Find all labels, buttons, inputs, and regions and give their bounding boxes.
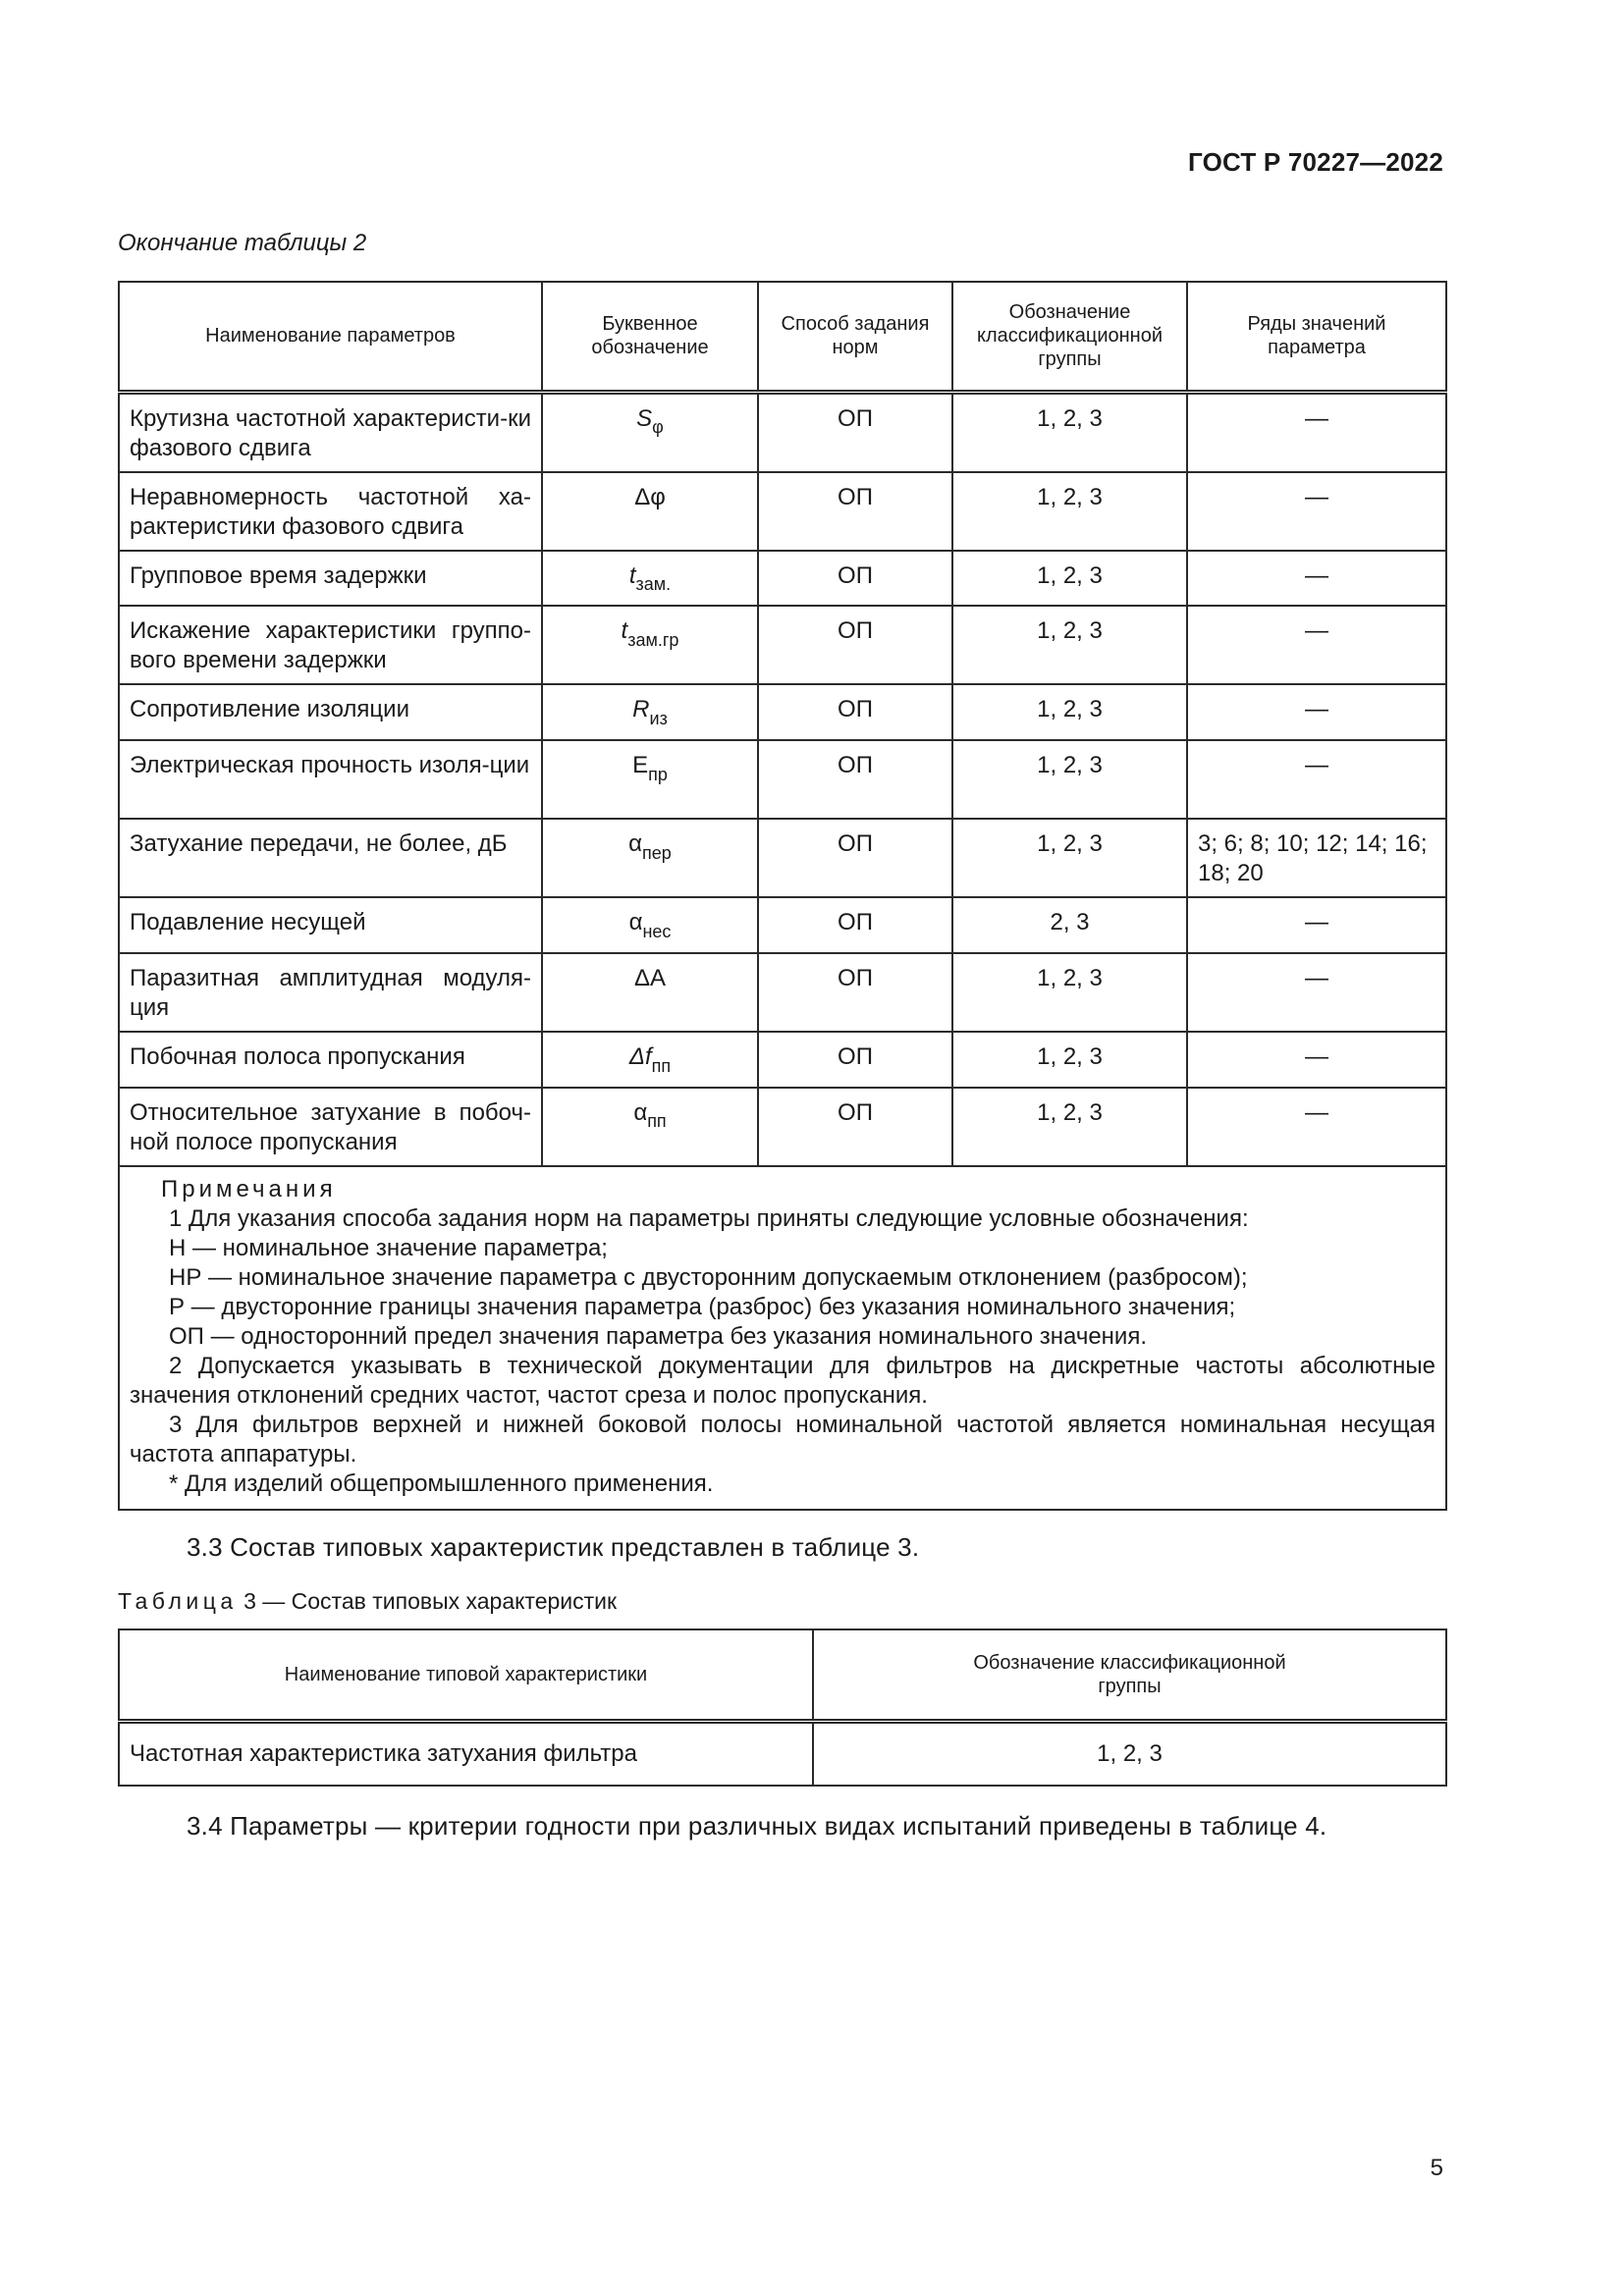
cell-parameter-name: Электрическая прочность изоля-ции	[119, 740, 542, 819]
cell-parameter-name: Сопротивление изоляции	[119, 684, 542, 740]
cell-method: ОП	[758, 472, 952, 551]
cell-parameter-name: Затухание передачи, не более, дБ	[119, 819, 542, 897]
cell-group: 1, 2, 3	[952, 1032, 1187, 1088]
cell-group: 1, 2, 3	[952, 953, 1187, 1032]
cell-group: 1, 2, 3	[952, 551, 1187, 607]
table-row	[119, 1088, 1446, 1166]
cell-series: —	[1187, 606, 1446, 684]
cell-series: —	[1187, 684, 1446, 740]
cell-parameter-name: Крутизна частотной характеристи-ки фазового сдвига	[119, 392, 542, 472]
cell-group: 1, 2, 3	[952, 684, 1187, 740]
cell-group: 1, 2, 3	[952, 472, 1187, 551]
table-row	[119, 684, 1446, 740]
cell-series: —	[1187, 472, 1446, 551]
symbol-subscript: φ	[652, 417, 664, 438]
symbol-main: t	[628, 561, 636, 589]
cell-parameter-name: Паразитная амплитудная модуля-ция	[119, 953, 542, 1032]
cell-parameter-name: Побочная полоса пропускания	[119, 1032, 542, 1088]
symbol-subscript: пп	[647, 1111, 667, 1132]
table-row	[119, 551, 1446, 607]
cell-symbol	[542, 953, 758, 1032]
symbol-main: ΔA	[633, 964, 667, 991]
cell-symbol	[542, 819, 758, 897]
cell-parameter-name: Подавление несущей	[119, 897, 542, 953]
cell-method: ОП	[758, 897, 952, 953]
t3-cell-name: Частотная характеристика затухания фильтра	[119, 1722, 813, 1787]
document-code: ГОСТ Р 70227—2022	[1188, 147, 1443, 177]
cell-parameter-name: Неравномерность частотной ха-рактеристики фазового сдвига	[119, 472, 542, 551]
cell-symbol	[542, 606, 758, 684]
table-row	[119, 606, 1446, 684]
symbol-main: α	[628, 909, 643, 936]
table3-header-row	[119, 1629, 1446, 1722]
table3-title-rest: 3 — Состав типовых характеристик	[237, 1588, 618, 1614]
cell-group: 2, 3	[952, 897, 1187, 953]
note-star: * Для изделий общепромышленного применения.	[169, 1469, 714, 1497]
table-row	[119, 953, 1446, 1032]
col-header-method: Способ задания норм	[758, 282, 952, 392]
cell-series: 3; 6; 8; 10; 12; 14; 16; 18; 20	[1187, 819, 1446, 897]
symbol-main: Δφ	[634, 483, 666, 510]
symbol-main: R	[632, 696, 650, 723]
col-header-group: Обозначение классификационной группы	[952, 282, 1187, 392]
col-header-symbol: Буквенное обозначение	[542, 282, 758, 392]
symbol-main: Δf	[628, 1042, 652, 1070]
cell-method: ОП	[758, 953, 952, 1032]
cell-series: —	[1187, 740, 1446, 819]
note-1-r: Р — двусторонние границы значения параметра (разброс) без указания номинального значения;	[169, 1293, 1236, 1320]
col-header-series: Ряды значений параметра	[1187, 282, 1446, 392]
table-row	[119, 1722, 1446, 1787]
cell-series: —	[1187, 897, 1446, 953]
col-header-name: Наименование параметров	[119, 282, 542, 392]
symbol-subscript: из	[649, 709, 668, 729]
symbol-subscript: пп	[651, 1055, 672, 1076]
cell-parameter-name: Относительное затухание в побоч-ной полосе пропускания	[119, 1088, 542, 1166]
cell-group: 1, 2, 3	[952, 1088, 1187, 1166]
notes-title: Примечания	[161, 1175, 337, 1202]
table-3	[118, 1629, 1447, 1787]
cell-method: ОП	[758, 551, 952, 607]
cell-group: 1, 2, 3	[952, 606, 1187, 684]
note-1-op: ОП — односторонний предел значения параметра без указания номинального значения.	[169, 1322, 1147, 1350]
symbol-main: α	[633, 1098, 648, 1126]
cell-parameter-name: Групповое время задержки	[119, 551, 542, 607]
table3-title-prefix: Таблица	[118, 1588, 238, 1614]
t3-col-header-name: Наименование типовой характеристики	[119, 1629, 813, 1722]
note-1-h: Н — номинальное значение параметра;	[169, 1234, 608, 1261]
table2-notes-row	[119, 1166, 1446, 1510]
cell-method: ОП	[758, 684, 952, 740]
table-row	[119, 1032, 1446, 1088]
cell-series: —	[1187, 1032, 1446, 1088]
cell-symbol	[542, 1032, 758, 1088]
cell-series: —	[1187, 1088, 1446, 1166]
cell-symbol	[542, 551, 758, 607]
table-2	[118, 281, 1447, 1511]
symbol-subscript: зам.гр	[627, 630, 679, 651]
table-row	[119, 392, 1446, 472]
cell-series: —	[1187, 953, 1446, 1032]
symbol-main: S	[636, 404, 653, 432]
cell-series: —	[1187, 551, 1446, 607]
table-row	[119, 819, 1446, 897]
note-2: 2 Допускается указывать в технической документации для фильтров на дискретные частоты абсолютные значения отклонений средних частот, частот среза и полос пропускания.	[130, 1352, 1435, 1409]
cell-method: ОП	[758, 1088, 952, 1166]
table-row	[119, 472, 1446, 551]
cell-symbol	[542, 897, 758, 953]
table-row	[119, 740, 1446, 819]
symbol-subscript: нес	[642, 921, 672, 941]
cell-group: 1, 2, 3	[952, 392, 1187, 472]
symbol-main: t	[621, 617, 628, 645]
symbol-subscript: пр	[648, 764, 668, 784]
cell-method: ОП	[758, 740, 952, 819]
cell-group: 1, 2, 3	[952, 819, 1187, 897]
symbol-main: E	[632, 752, 649, 779]
symbol-main: α	[628, 830, 643, 858]
cell-method: ОП	[758, 392, 952, 472]
cell-parameter-name: Искажение характеристики группо-вого времени задержки	[119, 606, 542, 684]
cell-symbol	[542, 1088, 758, 1166]
note-1-hr: НР — номинальное значение параметра с двусторонним допускаемым отклонением (разбросом);	[169, 1263, 1248, 1291]
cell-symbol	[542, 740, 758, 819]
cell-symbol	[542, 392, 758, 472]
t3-col-header-group: Обозначение классификационной группы	[813, 1629, 1446, 1722]
cell-symbol	[542, 472, 758, 551]
note-1: 1 Для указания способа задания норм на параметры приняты следующие условные обозначения:	[169, 1204, 1249, 1232]
symbol-subscript: пер	[642, 842, 672, 863]
notes-block	[119, 1166, 1446, 1510]
cell-method: ОП	[758, 819, 952, 897]
section-3-3: 3.3 Состав типовых характеристик представлен в таблице 3.	[187, 1532, 920, 1562]
t3-cell-group: 1, 2, 3	[813, 1722, 1446, 1787]
section-3-4: 3.4 Параметры — критерии годности при различных видах испытаний приведены в таблице 4.	[187, 1811, 1327, 1841]
table2-continuation-label: Окончание таблицы 2	[118, 230, 367, 256]
note-3: 3 Для фильтров верхней и нижней боковой полосы номинальной частотой является номинальная несущая частота аппаратуры.	[130, 1411, 1435, 1468]
cell-symbol	[542, 684, 758, 740]
cell-method: ОП	[758, 1032, 952, 1088]
table-row	[119, 897, 1446, 953]
cell-method: ОП	[758, 606, 952, 684]
cell-group: 1, 2, 3	[952, 740, 1187, 819]
table2-header-row	[119, 282, 1446, 392]
table3-title	[118, 1588, 617, 1615]
page-number: 5	[1430, 2155, 1443, 2181]
cell-series: —	[1187, 392, 1446, 472]
symbol-subscript: зам.	[635, 574, 672, 595]
